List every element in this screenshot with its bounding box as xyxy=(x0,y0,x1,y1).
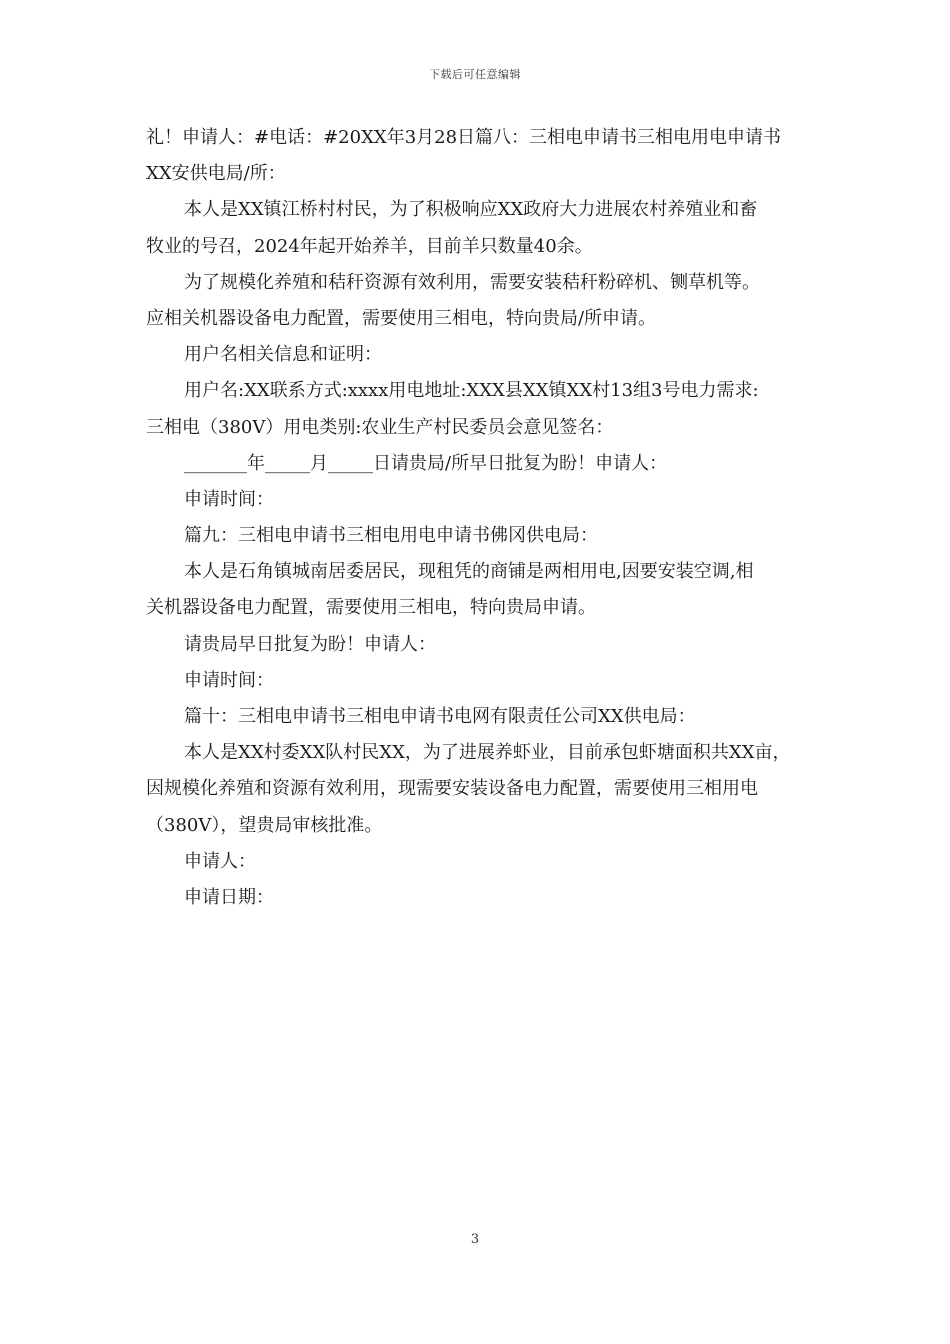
text-line: 用户名相关信息和证明： xyxy=(184,344,382,366)
text-line: 本人是XX镇江桥村村民，为了积极响应XX政府大力进展农村养殖业和畜 xyxy=(184,199,758,221)
text-line: 本人是石角镇城南居委居民，现租凭的商铺是两相用电,因要安装空调,相 xyxy=(184,561,754,583)
text-line: 本人是XX村委XX队村民XX，为了进展养虾业，目前承包虾塘面积共XX亩， xyxy=(184,742,791,764)
page-header: 下载后可任意编辑 xyxy=(429,68,521,81)
text-line: _______年_____月_____日请贵局/所早日批复为盼！申请人： xyxy=(184,452,668,474)
text-line: 应相关机器设备电力配置，需要使用三相电，特向贵局/所申请。 xyxy=(146,307,657,329)
page-number: 3 xyxy=(470,1232,480,1247)
text-line: 申请日期： xyxy=(184,886,274,908)
text-line: 申请人： xyxy=(184,850,256,872)
section-heading: 篇九：三相电申请书三相电用电申请书佛冈供电局： xyxy=(184,525,598,547)
section-heading: 篇十：三相电申请书三相电申请书电网有限责任公司XX供电局： xyxy=(184,706,696,727)
text-line: 因规模化养殖和资源有效利用，现需要安装设备电力配置，需要使用三相用电 xyxy=(146,778,758,800)
text-line: 申请时间： xyxy=(184,488,274,510)
text-line: 用户名:XX联系方式:xxxx用电地址:XXX县XX镇XX村13组3号电力需求: xyxy=(184,380,759,402)
text-line: 三相电（380V）用电类别:农业生产村民委员会意见签名： xyxy=(146,416,614,438)
text-line: 申请时间： xyxy=(184,669,274,691)
text-line: 请贵局早日批复为盼！申请人： xyxy=(184,633,436,655)
text-line: 关机器设备电力配置，需要使用三相电，特向贵局申请。 xyxy=(146,597,596,619)
document-body xyxy=(146,120,816,916)
text-line: XX安供电局/所： xyxy=(146,163,286,185)
text-line: 为了规模化养殖和秸秆资源有效利用，需要安装秸秆粉碎机、铡草机等。 xyxy=(184,271,760,293)
text-line: （380V），望贵局审核批准。 xyxy=(146,814,383,836)
text-line: 礼！申请人：#电话：#20XX年3月28日篇八：三相电申请书三相电用电申请书 xyxy=(146,127,782,148)
text-line: 牧业的号召，2024年起开始养羊，目前羊只数量40余。 xyxy=(146,235,593,257)
